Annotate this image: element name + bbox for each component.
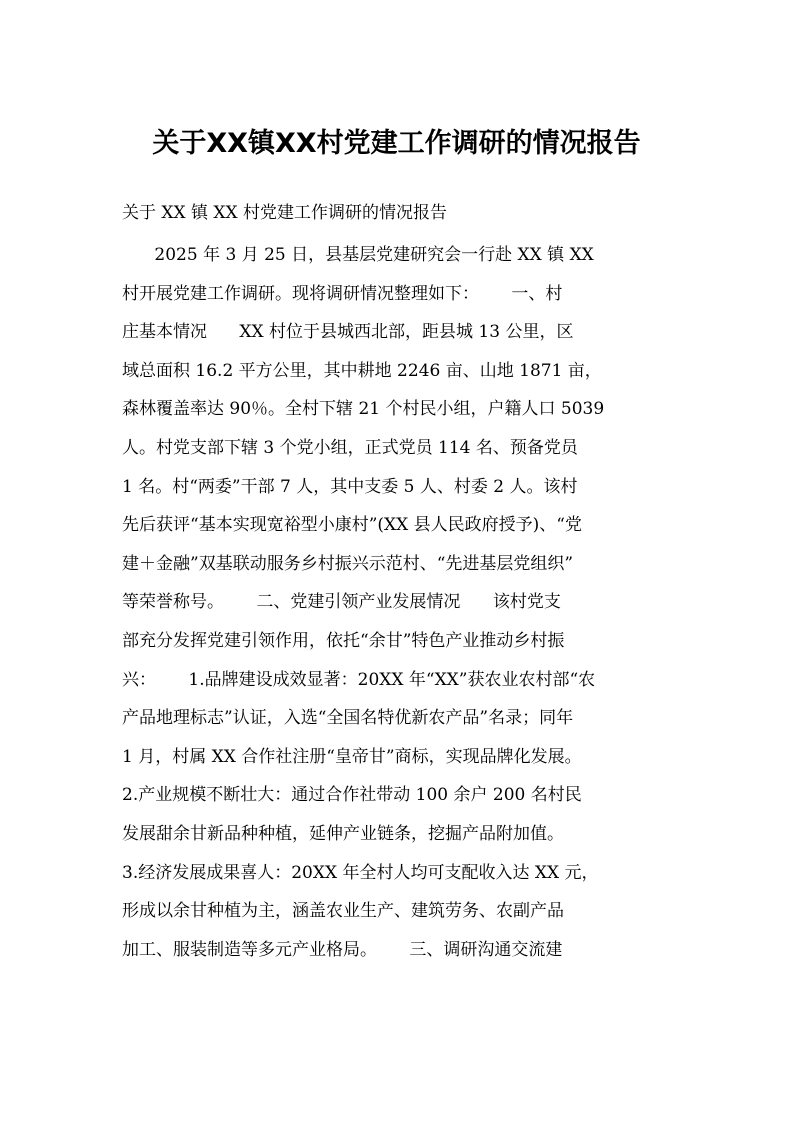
body-line: 等荣誉称号。 二、党建引领产业发展情况 该村党支 [122, 592, 561, 613]
body-line: 3.经济发展成果喜人：20XX 年全村人均可支配收入达 XX 元， [122, 862, 599, 883]
body-line: 人。村党支部下辖 3 个党小组，正式党员 114 名、预备党员 [122, 437, 578, 458]
body-line: 1 月，村属 XX 合作社注册“皇帝甘”商标，实现品牌化发展。 [122, 746, 582, 767]
body-line: 1 名。村“两委”干部 7 人，其中支委 5 人、村委 2 人。该村 [122, 476, 578, 497]
body-line: 2025 年 3 月 25 日，县基层党建研究会一行赴 XX 镇 XX [122, 245, 594, 265]
document-subtitle: 关于 XX 镇 XX 村党建工作调研的情况报告 [122, 203, 448, 223]
body-line: 森林覆盖率达 90％。全村下辖 21 个村民小组，户籍人口 5039 [122, 399, 605, 420]
body-line: 庄基本情况 XX 村位于县城西北部，距县城 13 公里，区 [122, 322, 574, 343]
document-title: 关于XX镇XX村党建工作调研的情况报告 [152, 128, 641, 159]
body-line: 先后获评“基本实现宽裕型小康村”(XX 县人民政府授予)、“党 [122, 515, 582, 536]
body-line: 部充分发挥党建引领作用，依托“余甘”特色产业推动乡村振 [122, 630, 565, 651]
body-line: 发展甜余甘新品种种植，延伸产业链条，挖掘产品附加值。 [122, 823, 564, 844]
document-body [122, 236, 674, 969]
body-line: 加工、服装制造等多元产业格局。 三、调研沟通交流建 [122, 939, 563, 960]
body-line: 产品地理标志”认证，入选“全国名特优新农产品”名录；同年 [122, 708, 574, 729]
body-line: 村开展党建工作调研。现将调研情况整理如下： 一、村 [122, 283, 563, 304]
body-line: 兴： 1.品牌建设成效显著：20XX 年“XX”获农业农村部“农 [122, 669, 596, 690]
body-line: 2.产业规模不断壮大：通过合作社带动 100 余户 200 名村民 [122, 785, 582, 806]
body-line: 域总面积 16.2 平方公里，其中耕地 2246 亩、山地 1871 亩， [122, 360, 602, 381]
body-line: 形成以余甘种植为主，涵盖农业生产、建筑劳务、农副产品 [122, 901, 564, 922]
body-line: 建＋金融”双基联动服务乡村振兴示范村、“先进基层党组织” [122, 553, 574, 574]
